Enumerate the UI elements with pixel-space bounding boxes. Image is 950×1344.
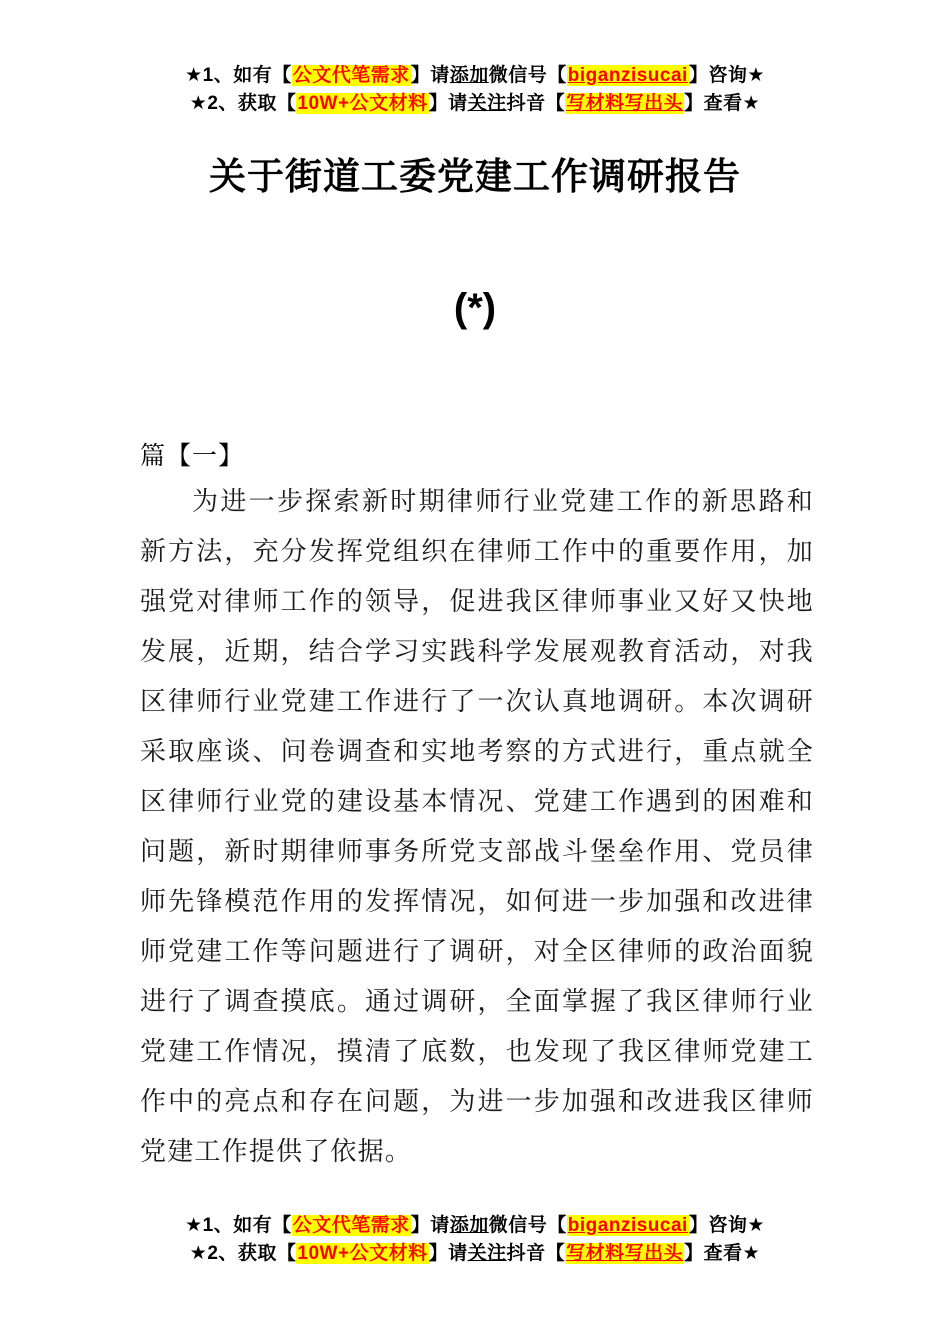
- promo-wechat-id: biganzisucai: [567, 1215, 688, 1236]
- promo-douyin-id: 写材料写出头: [566, 93, 684, 114]
- promo-underline-add: 添加: [449, 65, 489, 86]
- promo-prefix: ★2、获取【: [189, 93, 297, 114]
- promo-underline-add: 添加: [449, 1215, 489, 1236]
- promo-prefix: ★2、获取【: [189, 1243, 297, 1264]
- promo-mid: 】请: [410, 1215, 450, 1236]
- document-subtitle: (*): [453, 286, 497, 330]
- promo-underline-follow: 关注: [467, 1243, 507, 1264]
- promo-suffix: 】咨询★: [688, 1215, 765, 1236]
- promo-mid2: 抖音【: [506, 93, 566, 114]
- promo-mid2: 微信号【: [488, 1215, 567, 1236]
- promo-mid2: 微信号【: [488, 65, 567, 86]
- promo-suffix: 】查看★: [684, 1243, 761, 1264]
- promo-mid: 】请: [428, 1243, 468, 1264]
- header-promo-line-1: [0, 62, 950, 90]
- promo-suffix: 】咨询★: [688, 65, 765, 86]
- header-promo-line-2: [0, 90, 950, 118]
- footer-promo-banner: [0, 1212, 950, 1268]
- header-promo-banner: [0, 62, 950, 118]
- promo-mid: 】请: [410, 65, 450, 86]
- promo-prefix: ★1、如有【: [185, 1215, 292, 1236]
- promo-mid2: 抖音【: [506, 1243, 566, 1264]
- promo-wechat-id: biganzisucai: [567, 65, 688, 86]
- body-paragraph: 为进一步探索新时期律师行业党建工作的新思路和新方法，充分发挥党组织在律师工作中的重要作用，加强党对律师工作的领导，促进我区律师事业又好又快地发展，近期，结合学习实践科学发展观教育活动，对我区律师行业党建工作进行了一次认真地调研。本次调研采取座谈、问卷调查和实地考察的方式进行，重点就全区律师行业党的建设基本情况、党建工作遇到的困难和问题，新时期律师事务所党支部战斗堡垒作用、党员律师先锋模范作用的发挥情况，如何进一步加强和改进律师党建工作等问题进行了调研，对全区律师的政治面貌进行了调查摸底。通过调研，全面掌握了我区律师行业党建工作情况，摸清了底数，也发现了我区律师党建工作中的亮点和存在问题，为进一步加强和改进我区律师党建工作提供了依据。: [140, 486, 814, 1166]
- document-title: 关于街道工委党建工作调研报告: [209, 156, 741, 197]
- footer-promo-line-1: [0, 1212, 950, 1240]
- promo-mid: 】请: [428, 93, 468, 114]
- promo-highlight-service: 公文代笔需求: [292, 65, 410, 86]
- section-heading: 篇【一】: [140, 442, 245, 470]
- promo-suffix: 】查看★: [684, 93, 761, 114]
- promo-douyin-id: 写材料写出头: [566, 1243, 684, 1264]
- promo-highlight-service: 公文代笔需求: [292, 1215, 410, 1236]
- promo-underline-follow: 关注: [467, 93, 507, 114]
- promo-prefix: ★1、如有【: [185, 65, 292, 86]
- footer-promo-line-2: [0, 1240, 950, 1268]
- promo-highlight-materials: 10W+公文材料: [297, 1243, 428, 1264]
- promo-highlight-materials: 10W+公文材料: [297, 93, 428, 114]
